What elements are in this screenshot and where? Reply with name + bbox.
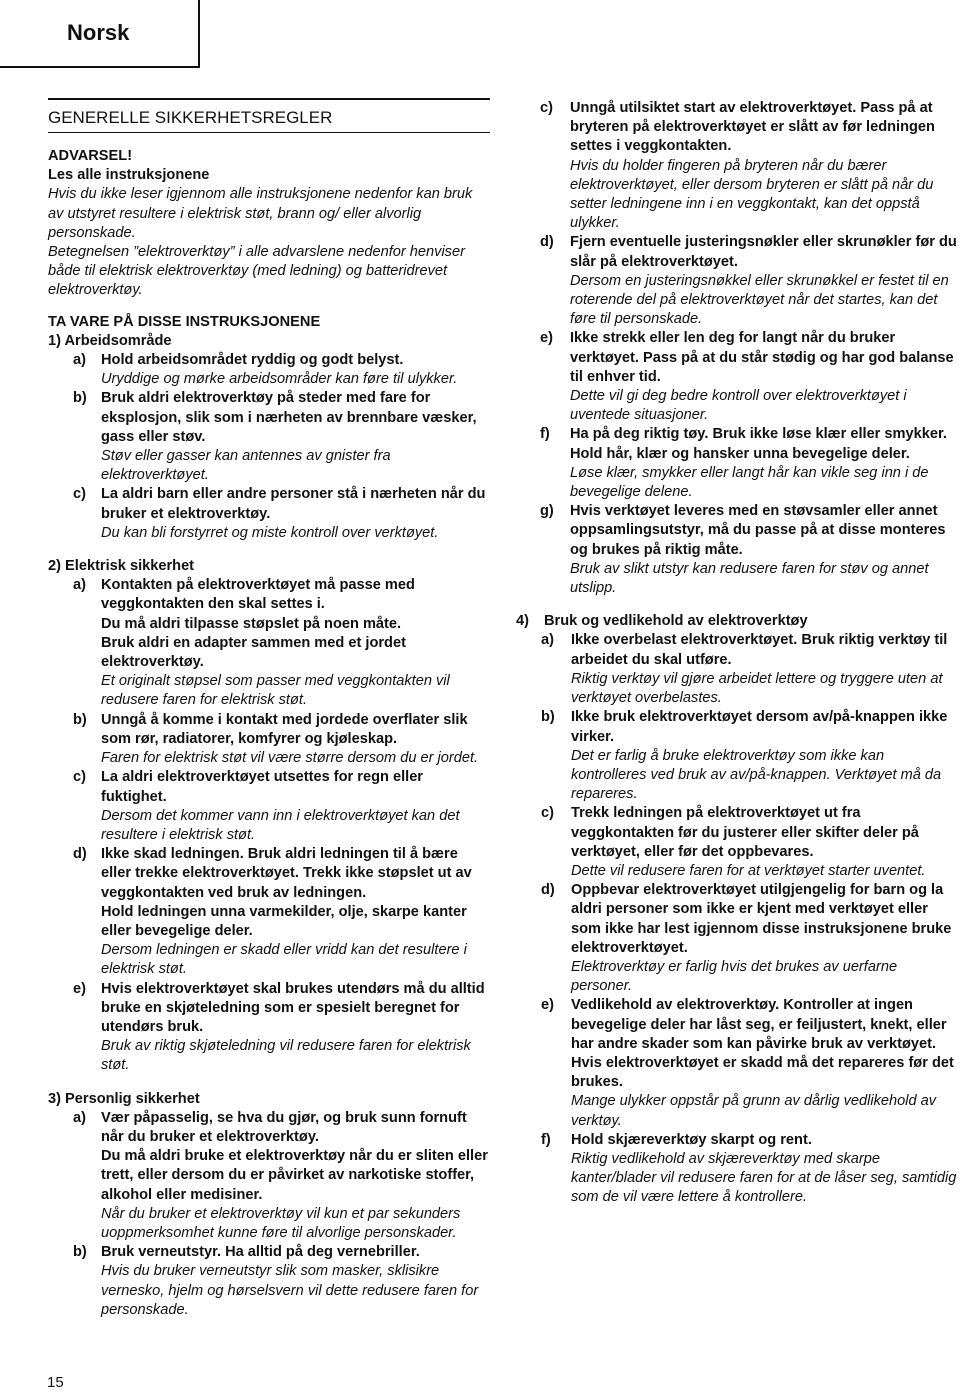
item-2d-label: d) bbox=[73, 846, 87, 863]
item-3f-note: Løse klær, smykker eller langt hår kan vikle seg inn i de bevegelige delene. bbox=[570, 464, 929, 501]
item-3b-label: b) bbox=[73, 1244, 87, 1261]
intro-paragraph-1: Hvis du ikke leser igjennom alle instruksjonene nedenfor kan bruk av utstyret resultere i elektrisk støt, brann og/ eller alvorlig personskade. bbox=[48, 186, 473, 241]
item-3f bbox=[516, 425, 958, 502]
item-4a-label: a) bbox=[541, 632, 554, 649]
item-1c-rule: La aldri barn eller andre personer stå i nærheten når du bruker et elektroverktøy. bbox=[101, 486, 486, 522]
item-3d-label: d) bbox=[540, 234, 554, 251]
section-1-title: Arbeidsområde bbox=[64, 332, 172, 349]
item-3d-note: Dersom en justeringsnøkkel eller skrunøkkel er festet til en roterende del på elektroverktøyet når det startes, kan det føre til personskade. bbox=[570, 272, 949, 328]
item-4b-label: b) bbox=[541, 709, 555, 726]
item-4d bbox=[516, 881, 958, 996]
intro-paragraph-2: Betegnelsen ”elektroverktøy” i alle advarslene nedenfor henviser både til elektrisk elektroverktøy (med ledning) og batteridrevet elektroverktøy. bbox=[48, 244, 465, 299]
item-3c bbox=[516, 99, 958, 233]
item-4a-rule: Ikke overbelast elektroverktøyet. Bruk riktig verktøy til arbeidet du skal utføre. bbox=[571, 632, 948, 668]
item-1c bbox=[48, 485, 490, 543]
section-3-title: Personlig sikkerhet bbox=[65, 1090, 200, 1107]
read-all-heading: Les alle instruksjonene bbox=[48, 167, 210, 184]
item-4f-rule: Hold skjæreverktøy skarpt og rent. bbox=[571, 1131, 812, 1148]
item-2c bbox=[48, 768, 490, 845]
item-3a-note: Når du bruker et elektroverktøy vil kun et par sekunders uoppmerksomhet kunne føre til alvorlige personskader. bbox=[101, 1205, 461, 1241]
section-1-number: 1) bbox=[48, 332, 61, 349]
item-2d-note: Dersom ledningen er skadd eller vridd kan det resultere i elektrisk støt. bbox=[101, 942, 467, 978]
item-4f-note: Riktig vedlikehold av skjæreverktøy med skarpe kanter/blader vil redusere faren for at de låser seg, samtidig som de vil være lettere å kontrollere. bbox=[571, 1150, 957, 1206]
item-3b-rule: Bruk verneutstyr. Ha alltid på deg vernebriller. bbox=[101, 1244, 420, 1261]
item-2a-rule-2: Du må aldri tilpasse støpslet på noen måte. bbox=[101, 615, 402, 632]
right-column bbox=[516, 99, 958, 1208]
left-column bbox=[48, 98, 490, 1320]
section-title: GENERELLE SIKKERHETSREGLER bbox=[48, 108, 333, 127]
item-4d-label: d) bbox=[541, 882, 555, 899]
item-3c-rule: Unngå utilsiktet start av elektroverktøyet. Pass på at bryteren på elektroverktøyet er slått av før ledningen settes i veggkontakten. bbox=[570, 100, 935, 155]
item-1b-note: Støv eller gasser kan antennes av gnister fra elektroverktøyet. bbox=[101, 448, 391, 484]
section-2-title: Elektrisk sikkerhet bbox=[65, 558, 195, 575]
item-3a-label: a) bbox=[73, 1109, 86, 1126]
item-3a bbox=[48, 1109, 490, 1243]
item-3f-rule: Ha på deg riktig tøy. Bruk ikke løse klær eller smykker. Hold hår, klær og hansker unna bevegelige deler. bbox=[570, 426, 947, 462]
item-2c-note: Dersom det kommer vann inn i elektroverktøyet kan det resultere i elektrisk støt. bbox=[101, 807, 460, 843]
item-4a bbox=[516, 631, 958, 708]
language-label: Norsk bbox=[67, 20, 130, 45]
item-2a-rule-1: Kontakten på elektroverktøyet må passe med veggkontakten den skal settes i. bbox=[101, 577, 415, 613]
item-2b bbox=[48, 711, 490, 769]
item-3e-note: Dette vil gi deg bedre kontroll over elektroverktøyet i uventede situasjoner. bbox=[570, 388, 907, 424]
item-3a-rule-2: Du må aldri bruke et elektroverktøy når du er sliten eller trett, eller dersom du er påvirket av narkotiske stoffer, alkohol eller medisiner. bbox=[101, 1148, 488, 1203]
item-3b bbox=[48, 1243, 490, 1320]
item-4e bbox=[516, 996, 958, 1130]
item-2a bbox=[48, 576, 490, 710]
item-2e-note: Bruk av riktig skjøteledning vil redusere faren for elektrisk støt. bbox=[101, 1038, 471, 1074]
item-1a bbox=[48, 351, 490, 389]
item-2a-note: Et originalt støpsel som passer med veggkontakten vil redusere faren for elektrisk støt. bbox=[101, 673, 450, 709]
item-4c-label: c) bbox=[541, 805, 554, 822]
item-3f-label: f) bbox=[540, 426, 550, 443]
page-number: 15 bbox=[47, 1374, 64, 1391]
section-4-title: Bruk og vedlikehold av elektroverktøy bbox=[544, 613, 808, 630]
item-4e-label: e) bbox=[541, 997, 554, 1014]
section-4-number: 4) bbox=[516, 613, 529, 630]
item-4e-note: Mange ulykker oppstår på grunn av dårlig vedlikehold av verktøy. bbox=[571, 1093, 937, 1129]
item-2b-label: b) bbox=[73, 711, 87, 728]
item-2e-rule: Hvis elektroverktøyet skal brukes utendørs må du alltid bruke en skjøteledning som er spesielt beregnet for utendørs bruk. bbox=[101, 980, 485, 1035]
item-3d bbox=[516, 233, 958, 329]
item-1b-label: b) bbox=[73, 390, 87, 407]
item-2e-label: e) bbox=[73, 980, 86, 997]
item-4c-note: Dette vil redusere faren for at verktøyet starter uventet. bbox=[571, 862, 926, 879]
item-4d-note: Elektroverktøy er farlig hvis det brukes av uerfarne personer. bbox=[571, 958, 898, 995]
item-1c-label: c) bbox=[73, 486, 86, 503]
item-2d-rule-1: Ikke skad ledningen. Bruk aldri ledningen til å bære eller trekke elektroverktøyet. Trekk ikke støpslet ut av veggkontakten ved bruk av ledningen. bbox=[101, 846, 472, 901]
warning-heading: ADVARSEL! bbox=[48, 148, 133, 164]
item-2e bbox=[48, 980, 490, 1076]
item-3g-note: Bruk av slikt utstyr kan redusere faren for støv og annet utslipp. bbox=[570, 560, 929, 597]
item-3g bbox=[516, 502, 958, 598]
item-2c-label: c) bbox=[73, 769, 86, 786]
item-2c-rule: La aldri elektroverktøyet utsettes for regn eller fuktighet. bbox=[101, 769, 423, 805]
item-3e-rule: Ikke strekk eller len deg for langt når du bruker verktøyet. Pass på at du står stødig og har god balanse til enhver tid. bbox=[570, 330, 954, 385]
section-1 bbox=[48, 332, 490, 351]
section-4-heading bbox=[516, 612, 958, 631]
item-3b-note: Hvis du bruker verneutstyr slik som masker, sklisikre vernesko, hjelm og hørselsvern vil dette redusere faren for personskade. bbox=[101, 1263, 479, 1318]
item-3c-label: c) bbox=[540, 100, 553, 116]
item-3g-label: g) bbox=[540, 503, 554, 520]
item-2d-rule-2: Hold ledningen unna varmekilder, olje, skarpe kanter eller bevegelige deler. bbox=[101, 903, 467, 939]
item-2d bbox=[48, 845, 490, 979]
item-3d-rule: Fjern eventuelle justeringsnøkler eller skrunøkler før du slår på elektroverktøyet. bbox=[570, 234, 957, 270]
item-2b-rule: Unngå å komme i kontakt med jordede overflater slik som rør, radiatorer, komfyrer og kjøleskap. bbox=[101, 711, 468, 747]
item-4e-rule-1: Vedlikehold av elektroverktøy. Kontroller at ingen bevegelige deler har låst seg, er feiljustert, knekt, eller har andre skader som kan påvirke bruk av verktøyet. bbox=[571, 997, 947, 1052]
section-2-heading bbox=[48, 557, 490, 576]
item-1a-rule: Hold arbeidsområdet ryddig og godt belyst. bbox=[101, 352, 404, 369]
item-3c-note: Hvis du holder fingeren på bryteren når du bærer elektroverktøyet, eller dersom bryteren er slått på når du setter ledningene inn i en veggkontakt, kan det oppstå ulykker. bbox=[570, 157, 934, 232]
item-2b-note: Faren for elektrisk støt vil være større dersom du er jordet. bbox=[101, 750, 479, 767]
item-4c-rule: Trekk ledningen på elektroverktøyet ut fra veggkontakten før du justerer eller skifter deler på verktøyet, eller før det oppbevares. bbox=[571, 805, 919, 860]
item-1c-note: Du kan bli forstyrret og miste kontroll over verktøyet. bbox=[101, 524, 439, 541]
item-4a-note: Riktig verktøy vil gjøre arbeidet lettere og tryggere uten at verktøyet overbelastes. bbox=[571, 670, 943, 707]
item-2a-rule-3: Bruk aldri en adapter sammen med et jordet elektroverktøy. bbox=[101, 634, 406, 671]
item-4c bbox=[516, 804, 958, 881]
item-1b-rule: Bruk aldri elektroverktøy på steder med fare for eksplosjon, slik som i nærheten av brennbare væsker, gass eller støv. bbox=[101, 390, 477, 445]
item-1a-label: a) bbox=[73, 352, 86, 369]
keep-instructions-heading: TA VARE PÅ DISSE INSTRUKSJONENE bbox=[48, 313, 321, 330]
item-2a-label: a) bbox=[73, 577, 86, 594]
section-3-number: 3) bbox=[48, 1090, 61, 1107]
item-3e-label: e) bbox=[540, 330, 553, 347]
language-tab bbox=[0, 0, 200, 68]
item-4b-rule: Ikke bruk elektroverktøyet dersom av/på-knappen ikke virker. bbox=[571, 709, 948, 745]
section-2-number: 2) bbox=[48, 558, 61, 575]
item-3e bbox=[516, 329, 958, 425]
item-3g-rule: Hvis verktøyet leveres med en støvsamler eller annet oppsamlingsutstyr, må du passe på at disse monteres og brukes på riktig måte. bbox=[570, 503, 946, 558]
item-4e-rule-2: Hvis elektroverktøyet er skadd må det repareres før det brukes. bbox=[571, 1054, 954, 1091]
item-4f bbox=[516, 1131, 958, 1208]
item-3a-rule-1: Vær påpasselig, se hva du gjør, og bruk sunn fornuft når du bruker et elektroverktøy. bbox=[101, 1109, 467, 1145]
title-rule-bottom bbox=[48, 132, 490, 133]
item-4b bbox=[516, 708, 958, 804]
item-4f-label: f) bbox=[541, 1131, 551, 1148]
section-3-heading bbox=[48, 1090, 490, 1109]
item-4b-note: Det er farlig å bruke elektroverktøy som ikke kan kontrolleres ved bruk av av/på-knappen. Verktøyet må da repareres. bbox=[571, 747, 942, 803]
item-1a-note: Uryddige og mørke arbeidsområder kan føre til ulykker. bbox=[101, 371, 458, 388]
item-4d-rule: Oppbevar elektroverktøyet utilgjengelig for barn og la aldri personer som ikke er kjent med verktøyet eller som ikke har lest igjennom disse instruksjonene bruke elektroverktøyet. bbox=[571, 882, 952, 956]
item-1b bbox=[48, 389, 490, 485]
